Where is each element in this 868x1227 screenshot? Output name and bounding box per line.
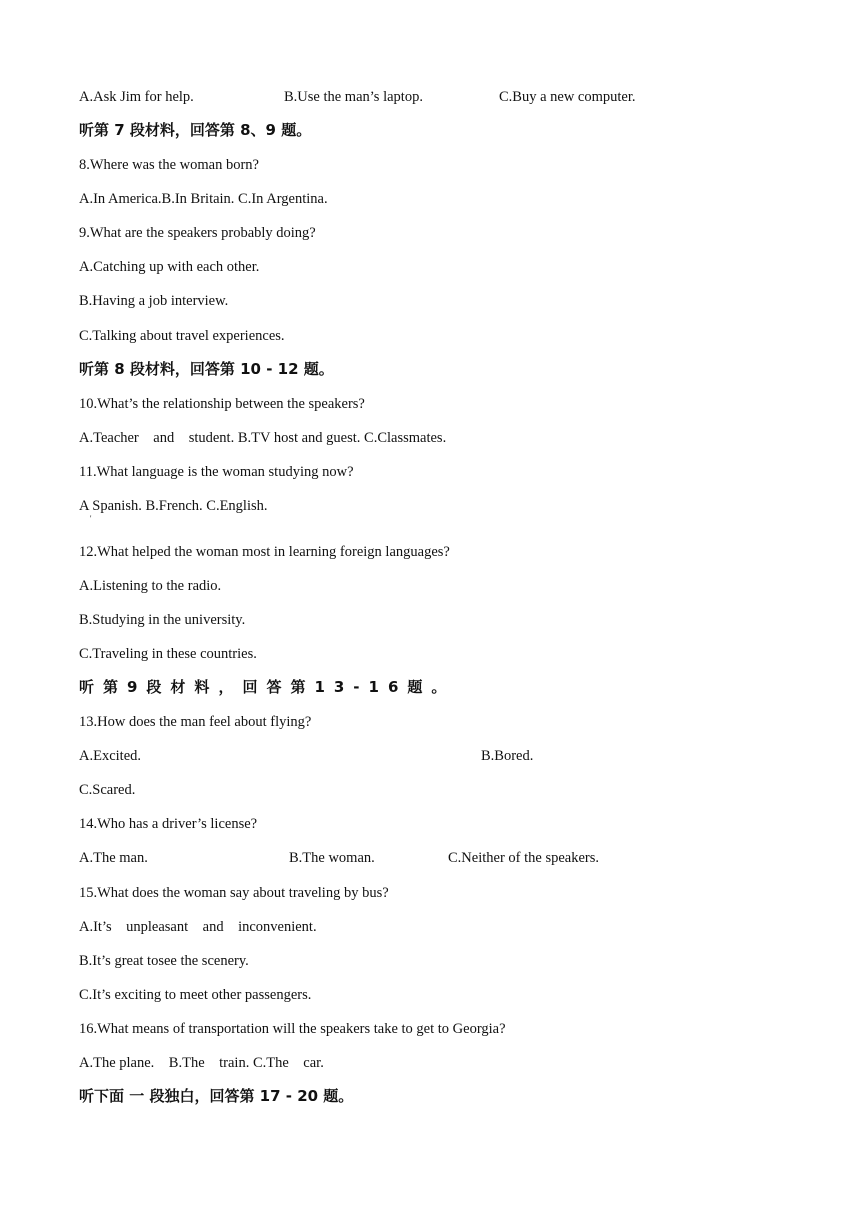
- stray-mark: ': [90, 514, 92, 523]
- question-15-option-c: C.It’s exciting to meet other passengers.: [79, 987, 312, 1003]
- question-9-option-c: C.Talking about travel experiences.: [79, 328, 285, 344]
- question-9: 9.What are the speakers probably doing?: [79, 225, 316, 241]
- question-14-option-c: C.Neither of the speakers.: [448, 850, 599, 866]
- question-11: 11.What language is the woman studying now?: [79, 464, 354, 480]
- q7-option-c: C.Buy a new computer.: [499, 89, 636, 105]
- question-16: 16.What means of transportation will the speakers take to get to Georgia?: [79, 1021, 506, 1037]
- question-14-option-b: B.The woman.: [289, 850, 375, 866]
- question-12: 12.What helped the woman most in learning foreign languages?: [79, 544, 450, 560]
- q7-option-b: B.Use the man’s laptop.: [284, 89, 423, 105]
- section-heading-7: 听第 7 段材料，回答第 8、9 题。: [79, 121, 312, 139]
- q7-option-a: A.Ask Jim for help.: [79, 89, 194, 105]
- question-13-option-b: B.Bored.: [481, 748, 534, 764]
- question-8: 8.Where was the woman born?: [79, 157, 259, 173]
- question-8-options: A.In America.B.In Britain. C.In Argentina.: [79, 191, 328, 207]
- question-9-option-a: A.Catching up with each other.: [79, 259, 260, 275]
- question-12-option-a: A.Listening to the radio.: [79, 578, 222, 594]
- question-15: 15.What does the woman say about traveling by bus?: [79, 885, 389, 901]
- question-11-options: A Spanish. B.French. C.English.: [79, 498, 268, 514]
- section-heading-8: 听第 8 段材料，回答第 10 - 12 题。: [79, 360, 334, 378]
- question-13-option-a: A.Excited.: [79, 748, 142, 764]
- question-13: 13.How does the man feel about flying?: [79, 714, 312, 730]
- question-10: 10.What’s the relationship between the speakers?: [79, 396, 365, 412]
- question-14-option-a: A.The man.: [79, 850, 148, 866]
- question-12-option-c: C.Traveling in these countries.: [79, 646, 257, 662]
- section-heading-10: 听下面 一 段独白，回答第 17 - 20 题。: [79, 1087, 354, 1105]
- question-14: 14.Who has a driver’s license?: [79, 816, 258, 832]
- question-15-option-b: B.It’s great tosee the scenery.: [79, 953, 249, 969]
- question-10-options: A.Teacher and student. B.TV host and guest. C.Classmates.: [79, 430, 447, 446]
- question-12-option-b: B.Studying in the university.: [79, 612, 246, 628]
- question-16-options: A.The plane. B.The train. C.The car.: [79, 1055, 324, 1071]
- question-15-option-a: A.It’s unpleasant and inconvenient.: [79, 919, 317, 935]
- question-9-option-b: B.Having a job interview.: [79, 293, 229, 309]
- question-13-option-c: C.Scared.: [79, 782, 136, 798]
- section-heading-9: 听第9段材料，回答第13-16题。: [79, 678, 456, 696]
